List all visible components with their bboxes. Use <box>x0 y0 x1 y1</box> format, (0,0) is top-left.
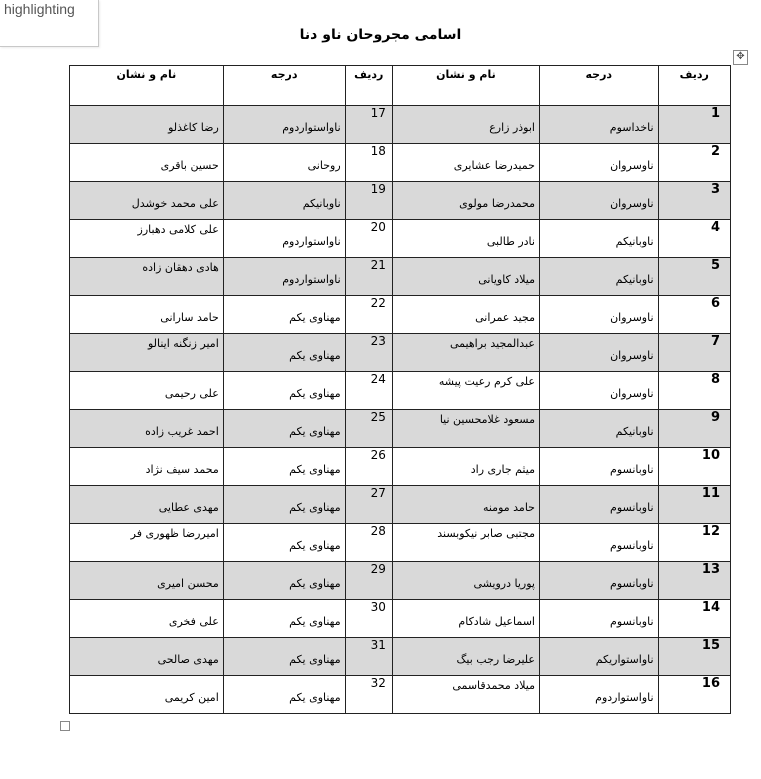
row-number: 29 <box>370 562 386 576</box>
rank-cell: ناوبانیکم <box>615 425 654 438</box>
table-row <box>70 448 731 486</box>
header-name: نام و نشان <box>70 66 224 106</box>
rank-cell: مهناوی یکم <box>289 387 341 400</box>
row-number: 9 <box>710 410 720 425</box>
table-row <box>70 296 731 334</box>
row-number: 3 <box>710 182 720 197</box>
rank-cell: ناوبانیکم <box>615 235 654 248</box>
name-cell: حامد سارانی <box>160 311 219 324</box>
row-number: 1 <box>710 106 720 121</box>
rank-cell: ناواستواریکم <box>595 653 654 666</box>
rank-cell: مهناوی یکم <box>289 311 341 324</box>
name-cell: هادی دهقان زاده <box>142 261 219 274</box>
row-number: 24 <box>370 372 386 386</box>
name-cell: امیر زنگنه اینالو <box>147 337 219 350</box>
rank-cell: مهناوی یکم <box>289 425 341 438</box>
table-resize-handle[interactable] <box>60 721 70 731</box>
rank-cell: ناوسروان <box>610 311 654 324</box>
rank-cell: مهناوی یکم <box>289 577 341 590</box>
table-header-row <box>70 66 731 106</box>
row-number: 2 <box>710 144 720 159</box>
row-number: 25 <box>370 410 386 424</box>
rank-cell: ناوسروان <box>610 349 654 362</box>
rank-cell: ناواستواردوم <box>282 273 341 286</box>
row-number: 11 <box>701 486 720 501</box>
row-number: 12 <box>701 524 720 539</box>
row-number: 32 <box>370 676 386 690</box>
name-cell: مهدی صالحی <box>157 653 219 666</box>
name-cell: میلاد محمدقاسمی <box>452 679 535 692</box>
table-row <box>70 562 731 600</box>
header-row-no: ردیف <box>658 66 730 106</box>
document-title: اسامی مجروحان ناو دنا <box>299 27 462 43</box>
table-row <box>70 372 731 410</box>
name-cell: امیررضا ظهوری فر <box>130 527 219 540</box>
row-number: 28 <box>370 524 386 538</box>
table-row <box>70 106 731 144</box>
rank-cell: مهناوی یکم <box>289 615 341 628</box>
row-number: 21 <box>370 258 386 272</box>
table-move-handle-icon[interactable]: ✥ <box>733 50 748 65</box>
name-cell: مجتبی صابر نیکوبسند <box>437 527 535 540</box>
rank-cell: مهناوی یکم <box>289 539 341 552</box>
row-number: 8 <box>710 372 720 387</box>
name-cell: علی فخری <box>168 615 219 628</box>
rank-cell: ناوبانسوم <box>610 501 654 514</box>
injured-list-table <box>69 65 731 714</box>
row-number: 17 <box>370 106 386 120</box>
row-number: 18 <box>370 144 386 158</box>
row-number: 16 <box>701 676 720 691</box>
table-row <box>70 524 731 562</box>
row-number: 22 <box>370 296 386 310</box>
rank-cell: ناواستواردوم <box>282 235 341 248</box>
row-number: 14 <box>701 600 720 615</box>
name-cell: رضا کاغذلو <box>168 121 219 134</box>
name-cell: ابوذر زارع <box>489 121 535 134</box>
row-number: 7 <box>710 334 720 349</box>
name-cell: میلاد کاویانی <box>478 273 535 286</box>
rank-cell: روحانی <box>307 159 341 172</box>
name-cell: علی رحیمی <box>164 387 219 400</box>
row-number: 27 <box>370 486 386 500</box>
rank-cell: ناوسروان <box>610 197 654 210</box>
rank-cell: ناوبانیکم <box>615 273 654 286</box>
name-cell: علی کلامی دهبارز <box>137 223 219 236</box>
row-number: 4 <box>710 220 720 235</box>
table-row <box>70 410 731 448</box>
table-row <box>70 182 731 220</box>
rank-cell: مهناوی یکم <box>289 691 341 704</box>
table-row <box>70 676 731 714</box>
rank-cell: ناخداسوم <box>609 121 654 134</box>
name-cell: پوریا درویشی <box>473 577 535 590</box>
row-number: 23 <box>370 334 386 348</box>
table-row <box>70 220 731 258</box>
row-number: 30 <box>370 600 386 614</box>
table-row <box>70 638 731 676</box>
row-number: 31 <box>370 638 386 652</box>
name-cell: عبدالمجید براهیمی <box>450 337 535 350</box>
header-row-no: ردیف <box>345 66 392 106</box>
name-cell: مهدی عطایی <box>158 501 219 514</box>
rank-cell: ناواستواردوم <box>595 691 654 704</box>
rank-cell: مهناوی یکم <box>289 653 341 666</box>
header-name: نام و نشان <box>392 66 539 106</box>
row-number: 15 <box>701 638 720 653</box>
name-cell: حمیدرضا عشایری <box>453 159 535 172</box>
rank-cell: مهناوی یکم <box>289 463 341 476</box>
table-row <box>70 600 731 638</box>
name-cell: مسعود غلامحسین نیا <box>439 413 535 426</box>
name-cell: علیرضا رجب بیگ <box>456 653 535 666</box>
name-cell: احمد غریب زاده <box>145 425 219 438</box>
name-cell: میثم جاری راد <box>470 463 535 476</box>
rank-cell: مهناوی یکم <box>289 349 341 362</box>
rank-cell: ناواستواردوم <box>282 121 341 134</box>
rank-cell: ناوسروان <box>610 387 654 400</box>
row-number: 13 <box>701 562 720 577</box>
name-cell: محمد سیف نژاد <box>145 463 219 476</box>
name-cell: محمدرضا مولوی <box>459 197 535 210</box>
rank-cell: ناوبانیکم <box>302 197 341 210</box>
name-cell: علی محمد خوشدل <box>131 197 219 210</box>
row-number: 10 <box>701 448 720 463</box>
name-cell: محسن امیری <box>157 577 219 590</box>
name-cell: حامد مومنه <box>482 501 535 514</box>
row-number: 5 <box>710 258 720 273</box>
rank-cell: ناوبانسوم <box>610 463 654 476</box>
rank-cell: ناوسروان <box>610 159 654 172</box>
table-row <box>70 258 731 296</box>
header-rank: درجه <box>539 66 658 106</box>
header-rank: درجه <box>223 66 345 106</box>
row-number: 26 <box>370 448 386 462</box>
row-number: 19 <box>370 182 386 196</box>
rank-cell: ناوبانسوم <box>610 539 654 552</box>
name-cell: نادر طالبی <box>486 235 535 248</box>
table-row <box>70 486 731 524</box>
name-cell: حسین باقری <box>160 159 219 172</box>
table-row <box>70 334 731 372</box>
row-number: 6 <box>710 296 720 311</box>
name-cell: اسماعیل شادکام <box>458 615 535 628</box>
name-cell: مجید عمرانی <box>475 311 535 324</box>
table-row <box>70 144 731 182</box>
tooltip-text: highlighting <box>4 1 75 17</box>
rank-cell: ناوبانسوم <box>610 577 654 590</box>
rank-cell: ناوبانسوم <box>610 615 654 628</box>
name-cell: امین کریمی <box>164 691 219 704</box>
row-number: 20 <box>370 220 386 234</box>
rank-cell: مهناوی یکم <box>289 501 341 514</box>
name-cell: علی کرم رعیت پیشه <box>438 375 535 388</box>
